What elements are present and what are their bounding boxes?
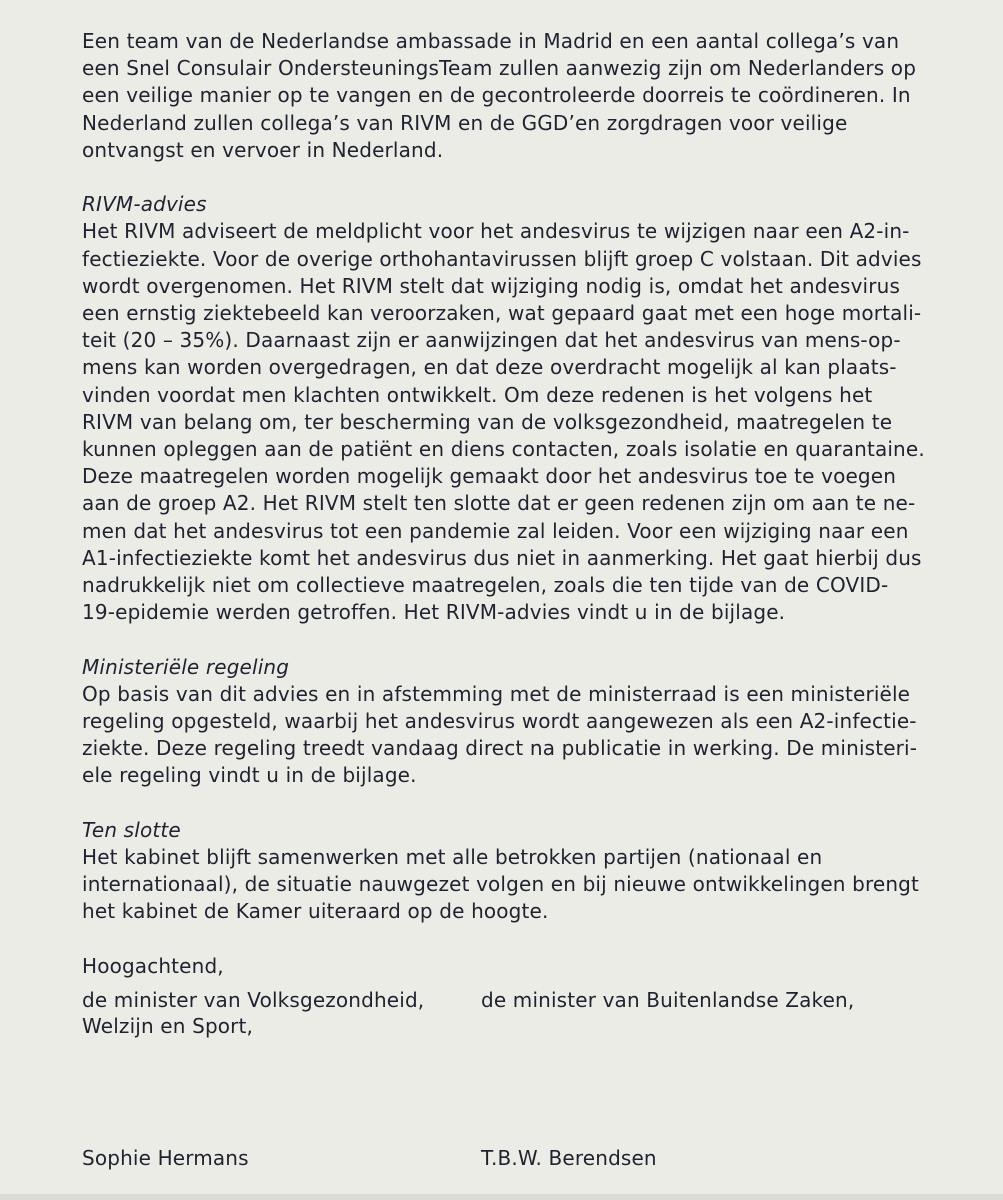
text-line: internationaal), de situatie nauwgezet volgen en bij nieuwe ontwikkelingen brengt <box>82 872 920 897</box>
rivm-advies-section <box>82 191 962 626</box>
paragraph-gap <box>82 790 962 817</box>
text-line: Het kabinet blijft samenwerken met alle betrokken partijen (nationaal en <box>82 845 823 870</box>
text-line: mens kan worden overgedragen, en dat deze overdracht mogelijk al kan plaats- <box>82 355 897 380</box>
text-line: nadrukkelijk niet om collectieve maatregelen, zoals die ten tijde van de COVID- <box>82 573 889 598</box>
intro-paragraph <box>82 28 962 164</box>
ten-slotte-section <box>82 817 962 926</box>
letter-body <box>82 28 962 980</box>
section-heading-rivm: RIVM-advies <box>82 192 207 217</box>
ministeriele-regeling-section <box>82 654 962 790</box>
text-line: regeling opgesteld, waarbij het andesvirus wordt aangewezen als een A2-infectie- <box>82 709 917 734</box>
section-heading-slotte: Ten slotte <box>82 817 181 842</box>
text-line: een veilige manier op te vangen en de gecontroleerde doorreis te coördineren. In <box>82 83 911 108</box>
text-line: wordt overgenomen. Het RIVM stelt dat wijziging nodig is, omdat het andesvirus <box>82 273 901 298</box>
text-line: kunnen opleggen aan de patiënt en diens contacten, zoals isolatie en quarantaine. <box>82 437 925 462</box>
right-minister-name: T.B.W. Berendsen <box>481 1146 657 1170</box>
closing-salutation: Hoogachtend, <box>82 953 224 978</box>
text-line: RIVM van belang om, ter bescherming van de volksgezondheid, maatregelen te <box>82 409 893 434</box>
text-line: 19-epidemie werden getroffen. Het RIVM-advies vindt u in de bijlage. <box>82 600 786 625</box>
text-line: teit (20 – 35%). Daarnaast zijn er aanwijzingen dat het andesvirus van mens-op- <box>82 328 901 353</box>
text-line: Op basis van dit advies en in afstemming met de ministerraad is een ministeriële <box>82 681 911 706</box>
section-heading-regeling: Ministeriële regeling <box>82 654 290 679</box>
text-line: aan de groep A2. Het RIVM stelt ten slotte dat er geen redenen zijn om aan te ne- <box>82 491 916 516</box>
page-bottom-edge <box>0 1194 1003 1200</box>
text-line: een ernstig ziektebeeld kan veroorzaken, wat gepaard gaat met een hoge mortali- <box>82 301 922 326</box>
left-minister-title-line-2: Welzijn en Sport, <box>82 1014 254 1038</box>
text-line: een Snel Consulair OndersteuningsTeam zullen aanwezig zijn om Nederlanders op <box>82 56 917 81</box>
paragraph-gap <box>82 164 962 191</box>
text-line: vinden voordat men klachten ontwikkelt. Om deze redenen is het volgens het <box>82 382 873 407</box>
left-minister-title-line-1: de minister van Volksgezondheid, <box>82 988 425 1012</box>
left-minister-name: Sophie Hermans <box>82 1146 249 1170</box>
text-line: Een team van de Nederlandse ambassade in Madrid en een aantal collega’s van <box>82 29 900 53</box>
right-minister-title: de minister van Buitenlandse Zaken, <box>481 988 855 1012</box>
paragraph-gap <box>82 926 962 953</box>
text-line: Nederland zullen collega’s van RIVM en de GGD’en zorgdragen voor veilige <box>82 110 848 135</box>
paragraph-gap <box>82 626 962 653</box>
text-line: Het RIVM adviseert de meldplicht voor het andesvirus te wijzigen naar een A2-in- <box>82 219 910 244</box>
text-line: ele regeling vindt u in de bijlage. <box>82 763 417 788</box>
text-line: fectieziekte. Voor de overige orthohantavirussen blijft groep C volstaan. Dit advies <box>82 246 922 271</box>
text-line: Deze maatregelen worden mogelijk gemaakt door het andesvirus toe te voegen <box>82 464 897 489</box>
text-line: ontvangst en vervoer in Nederland. <box>82 137 444 162</box>
left-minister-title <box>82 987 424 1039</box>
text-line: men dat het andesvirus tot een pandemie zal leiden. Voor een wijziging naar een <box>82 518 909 543</box>
text-line: het kabinet de Kamer uiteraard op de hoogte. <box>82 899 549 924</box>
text-line: A1-infectieziekte komt het andesvirus dus niet in aanmerking. Het gaat hierbij dus <box>82 545 922 570</box>
text-line: ziekte. Deze regeling treedt vandaag direct na publicatie in werking. De ministeri- <box>82 736 918 761</box>
